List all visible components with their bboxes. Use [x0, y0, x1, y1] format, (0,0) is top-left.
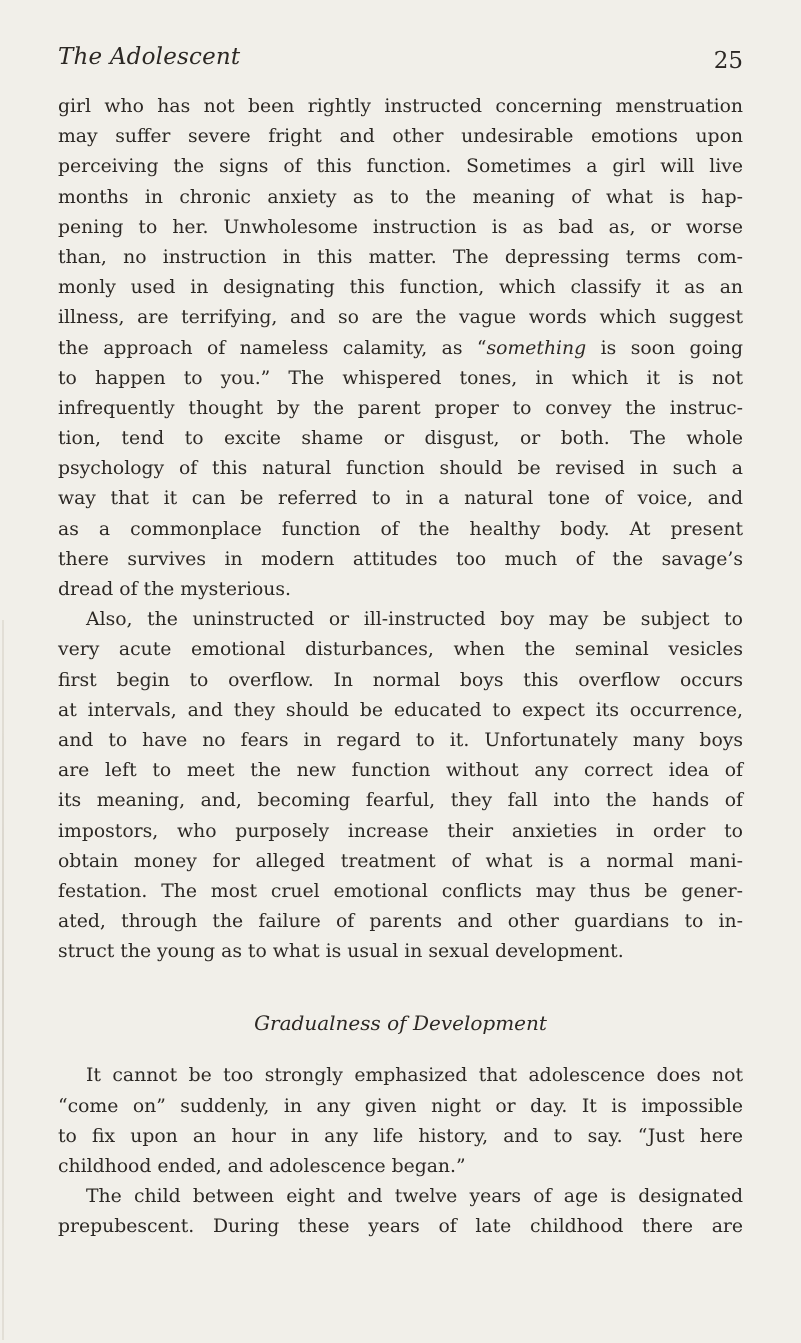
- text-line: Also, the uninstructed or ill-instructed boy may be subject to: [86, 609, 743, 631]
- text-line: girl who has not been rightly instructed concerning menstruation: [58, 96, 743, 117]
- text-line: tion, tend to excite shame or disgust, or both. The whole: [58, 428, 743, 450]
- text-line: its meaning, and, becoming fearful, they fall into the hands of: [58, 790, 743, 812]
- paragraph-prepubescent: [58, 1182, 743, 1242]
- text-line: infrequently thought by the parent proper to convey the instruc-: [58, 397, 743, 419]
- text-line: childhood ended, and adolescence began.”: [58, 1156, 466, 1177]
- text-line: prepubescent. During these years of late childhood there are: [58, 1216, 743, 1238]
- section-spacer: [58, 1045, 743, 1061]
- text-line: “come on” suddenly, in any given night or day. It is impossible: [58, 1095, 743, 1117]
- page-number: 25: [713, 48, 743, 74]
- text-line: illness, are terrifying, and so are the vague words which suggest: [58, 307, 743, 329]
- text-line: ated, through the failure of parents and other guardians to in-: [58, 911, 743, 933]
- text-line: at intervals, and they should be educated to expect its occurrence,: [58, 699, 743, 721]
- text-line: are left to meet the new function without any correct idea of: [58, 760, 743, 782]
- text-line: to fix upon an hour in any life history, and to say. “Just here: [58, 1125, 743, 1147]
- text-line: to happen to you.” The whispered tones, in which it is not: [58, 367, 743, 389]
- section-spacer: [58, 967, 743, 1001]
- section-heading: Gradualness of Development: [254, 1011, 547, 1036]
- running-head-title: The Adolescent: [58, 44, 241, 70]
- text-segment: the approach of nameless calamity, as “: [58, 337, 487, 359]
- text-line: perceiving the signs of this function. Sometimes a girl will live: [58, 156, 743, 178]
- text-line: obtain money for alleged treatment of what is a normal mani-: [58, 850, 743, 872]
- text-line-with-italic: [58, 334, 743, 364]
- italic-phrase: something: [486, 337, 587, 359]
- text-segment: is soon going: [586, 337, 743, 359]
- text-line: very acute emotional disturbances, when the seminal vesicles: [58, 639, 743, 661]
- paragraph-menstruation: [58, 92, 743, 605]
- paragraph-boys: [58, 605, 743, 967]
- text-line: first begin to overflow. In normal boys this overflow occurs: [58, 669, 743, 691]
- text-line: It cannot be too strongly emphasized that adolescence does not: [86, 1065, 743, 1087]
- text-line: psychology of this natural function should be revised in such a: [58, 458, 743, 480]
- running-head: [58, 44, 743, 78]
- text-line: struct the young as to what is usual in sexual development.: [58, 941, 624, 963]
- text-line: may suffer severe fright and other undesirable emotions upon: [58, 126, 743, 148]
- text-line: The child between eight and twelve years of age is designated: [86, 1186, 743, 1208]
- text-line: there survives in modern attitudes too much of the savage’s: [58, 548, 743, 570]
- text-line: monly used in designating this function, which classify it as an: [58, 277, 743, 299]
- text-line: festation. The most cruel emotional conflicts may thus be gener-: [58, 880, 743, 902]
- text-line: than, no instruction in this matter. The depressing terms com-: [58, 246, 743, 268]
- text-line: impostors, who purposely increase their anxieties in order to: [58, 820, 743, 842]
- text-line: months in chronic anxiety as to the meaning of what is hap-: [58, 186, 743, 208]
- text-line: pening to her. Unwholesome instruction is as bad as, or worse: [58, 216, 743, 238]
- text-line: as a commonplace function of the healthy body. At present: [58, 518, 743, 540]
- text-line: dread of the mysterious.: [58, 579, 291, 600]
- page-edge-shadow: [2, 620, 4, 1340]
- text-line: and to have no fears in regard to it. Unfortunately many boys: [58, 729, 743, 751]
- paragraph-gradualness: [58, 1061, 743, 1182]
- body-text: [58, 92, 743, 1243]
- text-line: way that it can be referred to in a natural tone of voice, and: [58, 488, 743, 510]
